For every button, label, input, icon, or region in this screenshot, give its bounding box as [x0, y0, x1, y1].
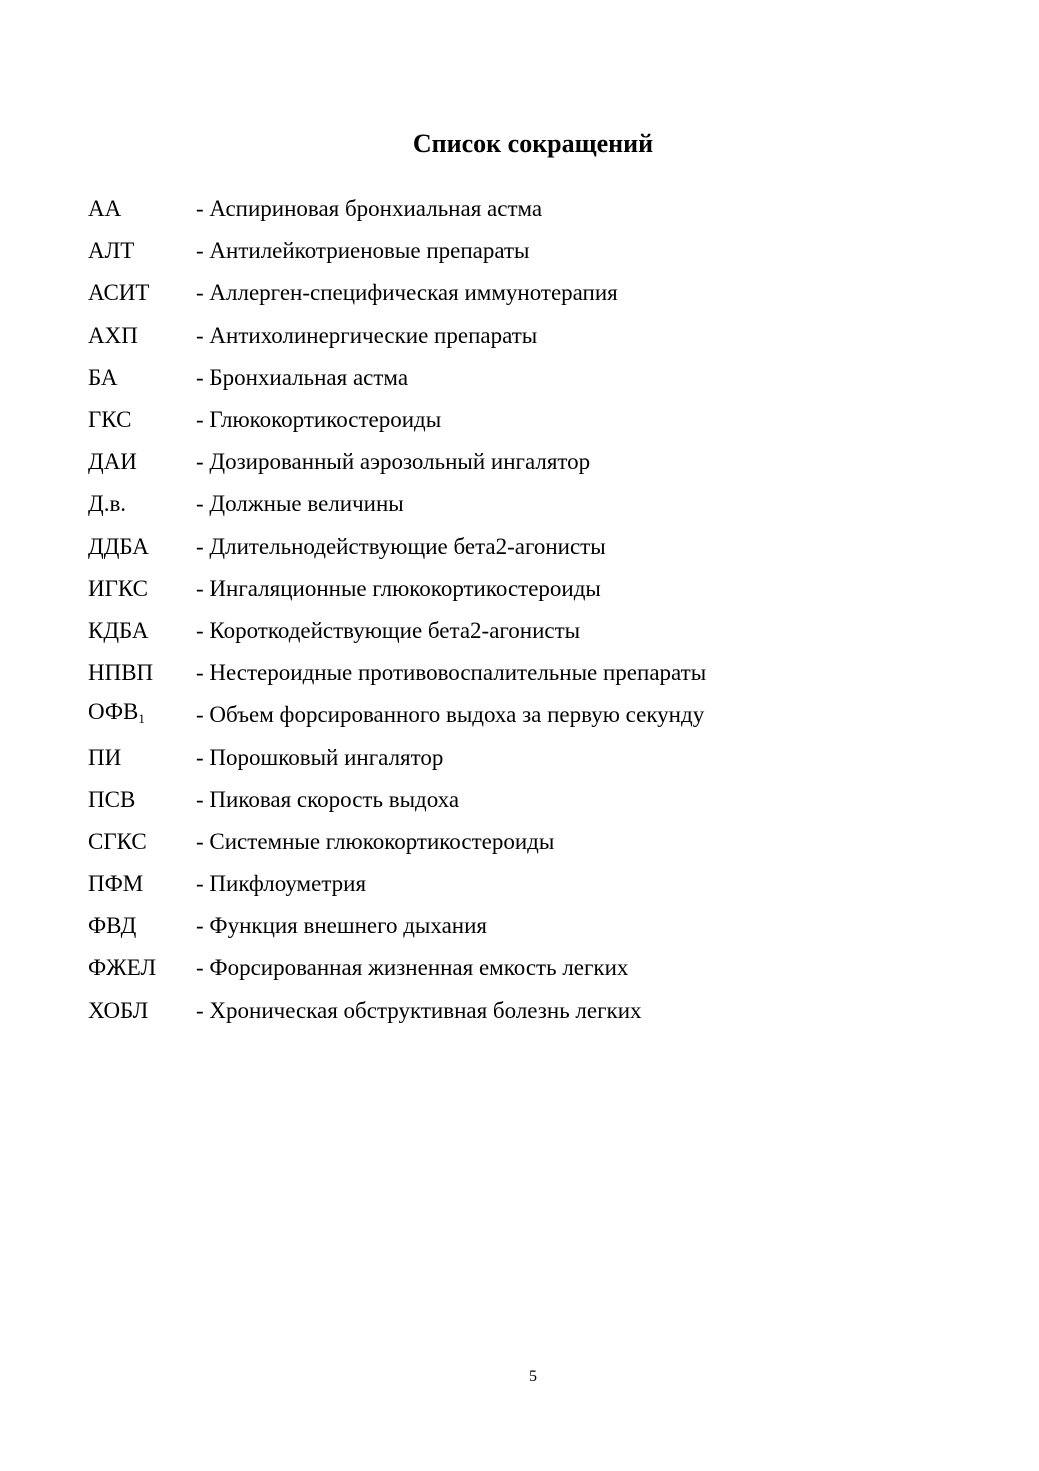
abbreviation-term: ХОБЛ — [88, 997, 149, 1023]
abbreviation-definition: - Должные величины — [196, 491, 404, 517]
abbreviation-definition: - Глюкокортикостероиды — [196, 407, 442, 433]
abbreviation-row — [88, 610, 988, 652]
abbreviation-term: ПФМ — [88, 871, 144, 897]
abbreviation-row — [88, 905, 988, 947]
abbreviation-definition: - Пиковая скорость выдоха — [196, 786, 460, 812]
abbreviation-term: АСИТ — [88, 280, 150, 306]
abbreviation-term: $ОФВ_1$ — [88, 698, 145, 726]
abbreviation-definition: - Короткодействующие бета2-агонисты — [196, 617, 581, 643]
abbreviation-row — [88, 315, 988, 357]
abbreviation-term: КДБА — [88, 617, 149, 643]
abbreviation-term: Д.в. — [88, 491, 127, 517]
abbreviation-row — [88, 694, 988, 736]
abbreviation-term: АХП — [88, 322, 138, 348]
abbreviation-list — [88, 188, 988, 1032]
abbreviation-definition: - Хроническая обструктивная болезнь легких — [196, 997, 642, 1023]
abbreviation-row — [88, 272, 988, 314]
abbreviation-row — [88, 441, 988, 483]
abbreviation-row — [88, 526, 988, 568]
abbreviation-row — [88, 483, 988, 525]
abbreviation-term: ФЖЕЛ — [88, 955, 157, 981]
abbreviation-term: ДАИ — [88, 449, 137, 475]
abbreviation-term: ПИ — [88, 744, 122, 770]
abbreviation-term: ГКС — [88, 407, 132, 433]
abbreviation-row — [88, 357, 988, 399]
abbreviation-definition: - Длительнодействующие бета2-агонисты — [196, 533, 606, 559]
abbreviation-row — [88, 736, 988, 778]
abbreviation-row — [88, 652, 988, 694]
abbreviation-definition: - Ингаляционные глюкокортикостероиды — [196, 575, 601, 601]
abbreviation-row — [88, 821, 988, 863]
abbreviation-term: АЛТ — [88, 238, 135, 264]
abbreviation-row — [88, 399, 988, 441]
abbreviation-definition: - Форсированная жизненная емкость легких — [196, 955, 629, 981]
abbreviation-definition: - Бронхиальная астма — [196, 364, 409, 390]
abbreviation-term: ПСВ — [88, 786, 136, 812]
abbreviation-term: НПВП — [88, 660, 154, 686]
abbreviation-definition: - Порошковый ингалятор — [196, 744, 444, 770]
abbreviation-definition: - Нестероидные противовоспалительные препараты — [196, 660, 707, 686]
abbreviation-row — [88, 568, 988, 610]
abbreviation-definition: - Функция внешнего дыхания — [196, 913, 487, 939]
abbreviation-row — [88, 863, 988, 905]
abbreviation-definition: - Системные глюкокортикостероиды — [196, 828, 555, 854]
abbreviation-definition: - Пикфлоуметрия — [196, 871, 367, 897]
abbreviation-definition: - Дозированный аэрозольный ингалятор — [196, 449, 591, 475]
page-title: Список сокращений — [412, 129, 654, 158]
abbreviation-term: ИГКС — [88, 575, 149, 601]
abbreviation-definition: - Аспириновая бронхиальная астма — [196, 196, 543, 222]
abbreviation-term: АА — [88, 196, 122, 222]
abbreviation-row — [88, 188, 988, 230]
abbreviation-subscript: 1 — [138, 710, 145, 726]
abbreviation-row — [88, 947, 988, 989]
abbreviation-term: ДДБА — [88, 533, 149, 559]
page-number: 5 — [529, 1368, 537, 1385]
abbreviation-term: СГКС — [88, 828, 147, 854]
abbreviation-row — [88, 990, 988, 1032]
abbreviation-definition: - Антихолинергические препараты — [196, 322, 538, 348]
abbreviation-term: ФВД — [88, 913, 137, 939]
abbreviation-term: БА — [88, 364, 118, 390]
abbreviation-definition: - Аллерген-специфическая иммунотерапия — [196, 280, 618, 306]
abbreviation-row — [88, 230, 988, 272]
abbreviation-definition: - Объем форсированного выдоха за первую секунду — [196, 702, 705, 728]
abbreviation-definition: - Антилейкотриеновые препараты — [196, 238, 530, 264]
abbreviation-row — [88, 779, 988, 821]
